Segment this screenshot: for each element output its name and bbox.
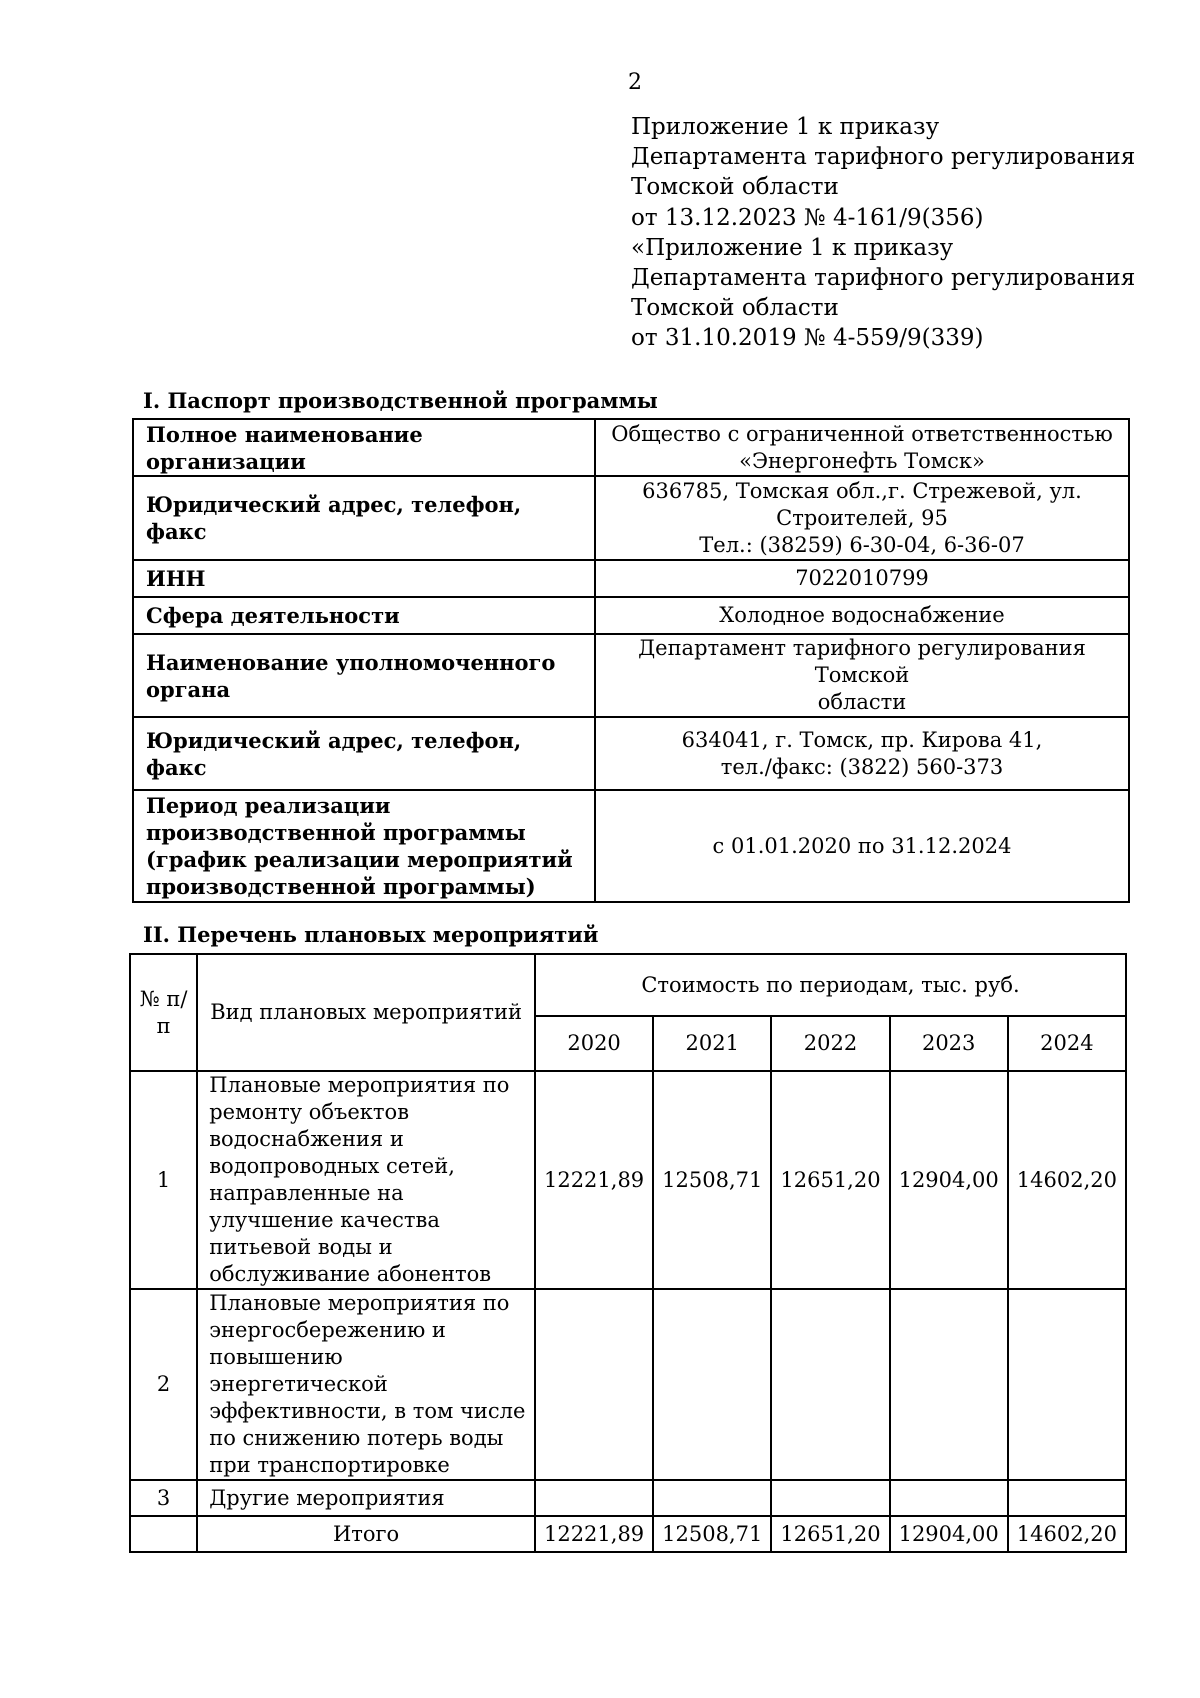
value-line: «Энергонефть Томск»: [739, 448, 985, 473]
col-header-year: 2022: [771, 1016, 889, 1071]
row-value: [595, 597, 1129, 634]
section-title-passport: I. Паспорт производственной программы: [143, 388, 658, 413]
section-title-measures: II. Перечень плановых мероприятий: [143, 922, 599, 947]
row-number: 2: [130, 1289, 197, 1480]
total-cell: 12651,20: [771, 1516, 889, 1552]
col-header-cost: Стоимость по периодам, тыс. руб.: [535, 954, 1126, 1016]
header-line: от 13.12.2023 № 4-161/9(356): [631, 204, 984, 231]
table-row: [133, 790, 1129, 902]
col-header-kind: Вид плановых мероприятий: [197, 954, 535, 1071]
row-label: ИНН: [133, 560, 595, 597]
value-line: Холодное водоснабжение: [719, 603, 1005, 627]
row-value: [595, 419, 1129, 476]
document-header: [631, 112, 1135, 354]
row-number: 3: [130, 1480, 197, 1516]
header-line: Департамента тарифного регулирования: [631, 144, 1136, 171]
row-number: 1: [130, 1071, 197, 1289]
total-cell: 12221,89: [535, 1516, 653, 1552]
value-line: 636785, Томская обл.,г. Стрежевой, ул.: [642, 478, 1082, 503]
value-line: Департамент тарифного регулирования Томской: [638, 636, 1086, 687]
cost-cell: 12508,71: [653, 1071, 771, 1289]
table-row: [133, 476, 1129, 560]
cost-cell: 12651,20: [771, 1071, 889, 1289]
total-cell: 12508,71: [653, 1516, 771, 1552]
cost-cell: [653, 1289, 771, 1480]
cost-cell: [890, 1480, 1008, 1516]
col-header-year: 2020: [535, 1016, 653, 1071]
row-label: Полное наименование организации: [133, 419, 595, 476]
col-header-year: 2024: [1008, 1016, 1126, 1071]
cost-cell: [653, 1480, 771, 1516]
cost-cell: [535, 1289, 653, 1480]
col-header-number: № п/п: [130, 954, 197, 1071]
row-label: Юридический адрес, телефон, факс: [133, 717, 595, 790]
row-value: [595, 560, 1129, 597]
value-line: Общество с ограниченной ответственностью: [611, 421, 1113, 446]
row-label: Период реализации производственной программы (график реализации мероприятий производственной программы): [133, 790, 595, 902]
cost-cell: [535, 1480, 653, 1516]
row-value: [595, 634, 1129, 717]
value-line: 7022010799: [795, 566, 929, 590]
value-line: Строителей, 95: [776, 505, 948, 530]
table-row: [133, 560, 1129, 597]
header-line: от 31.10.2019 № 4-559/9(339): [631, 325, 984, 352]
cost-cell: [1008, 1289, 1126, 1480]
total-label: Итого: [197, 1516, 535, 1552]
row-description: Другие мероприятия: [197, 1480, 535, 1516]
row-label: Сфера деятельности: [133, 597, 595, 634]
table-row: [130, 1071, 1126, 1289]
table-header-row: [130, 954, 1126, 1016]
header-line: Томской области: [631, 295, 839, 322]
header-line: Томской области: [631, 174, 839, 201]
value-line: с 01.01.2020 по 31.12.2024: [712, 833, 1012, 858]
row-label: Юридический адрес, телефон, факс: [133, 476, 595, 560]
col-header-year: 2021: [653, 1016, 771, 1071]
header-line: Департамента тарифного регулирования: [631, 265, 1136, 292]
header-line: «Приложение 1 к приказу: [631, 234, 954, 261]
measures-table: [129, 953, 1127, 1553]
table-row: [133, 634, 1129, 717]
row-number-empty: [130, 1516, 197, 1552]
row-label: Наименование уполномоченного органа: [133, 634, 595, 717]
total-cell: 14602,20: [1008, 1516, 1126, 1552]
cost-cell: [771, 1289, 889, 1480]
table-row: [130, 1289, 1126, 1480]
table-row: [133, 419, 1129, 476]
cost-cell: [771, 1480, 889, 1516]
cost-cell: [890, 1289, 1008, 1480]
cost-cell: 12904,00: [890, 1071, 1008, 1289]
row-description: Плановые мероприятия по энергосбережению и повышению энергетической эффективности, в том числе по снижению потерь воды при транспортировке: [197, 1289, 535, 1480]
value-line: 634041, г. Томск, пр. Кирова 41,: [681, 727, 1043, 752]
row-value: [595, 717, 1129, 790]
row-value: [595, 790, 1129, 902]
col-header-year: 2023: [890, 1016, 1008, 1071]
total-cell: 12904,00: [890, 1516, 1008, 1552]
header-line: Приложение 1 к приказу: [631, 114, 940, 140]
cost-cell: 14602,20: [1008, 1071, 1126, 1289]
row-value: [595, 476, 1129, 560]
value-line: Тел.: (38259) 6-30-04, 6-36-07: [699, 532, 1025, 557]
table-total-row: [130, 1516, 1126, 1552]
table-row: [133, 717, 1129, 790]
value-line: тел./факс: (3822) 560-373: [720, 754, 1004, 779]
passport-table: [132, 418, 1130, 903]
cost-cell: 12221,89: [535, 1071, 653, 1289]
cost-cell: [1008, 1480, 1126, 1516]
table-row: [130, 1480, 1126, 1516]
page-number: 2: [628, 70, 642, 95]
value-line: области: [817, 690, 907, 714]
row-description: Плановые мероприятия по ремонту объектов водоснабжения и водопроводных сетей, направленные на улучшение качества питьевой воды и обслуживание абонентов: [197, 1071, 535, 1289]
table-row: [133, 597, 1129, 634]
